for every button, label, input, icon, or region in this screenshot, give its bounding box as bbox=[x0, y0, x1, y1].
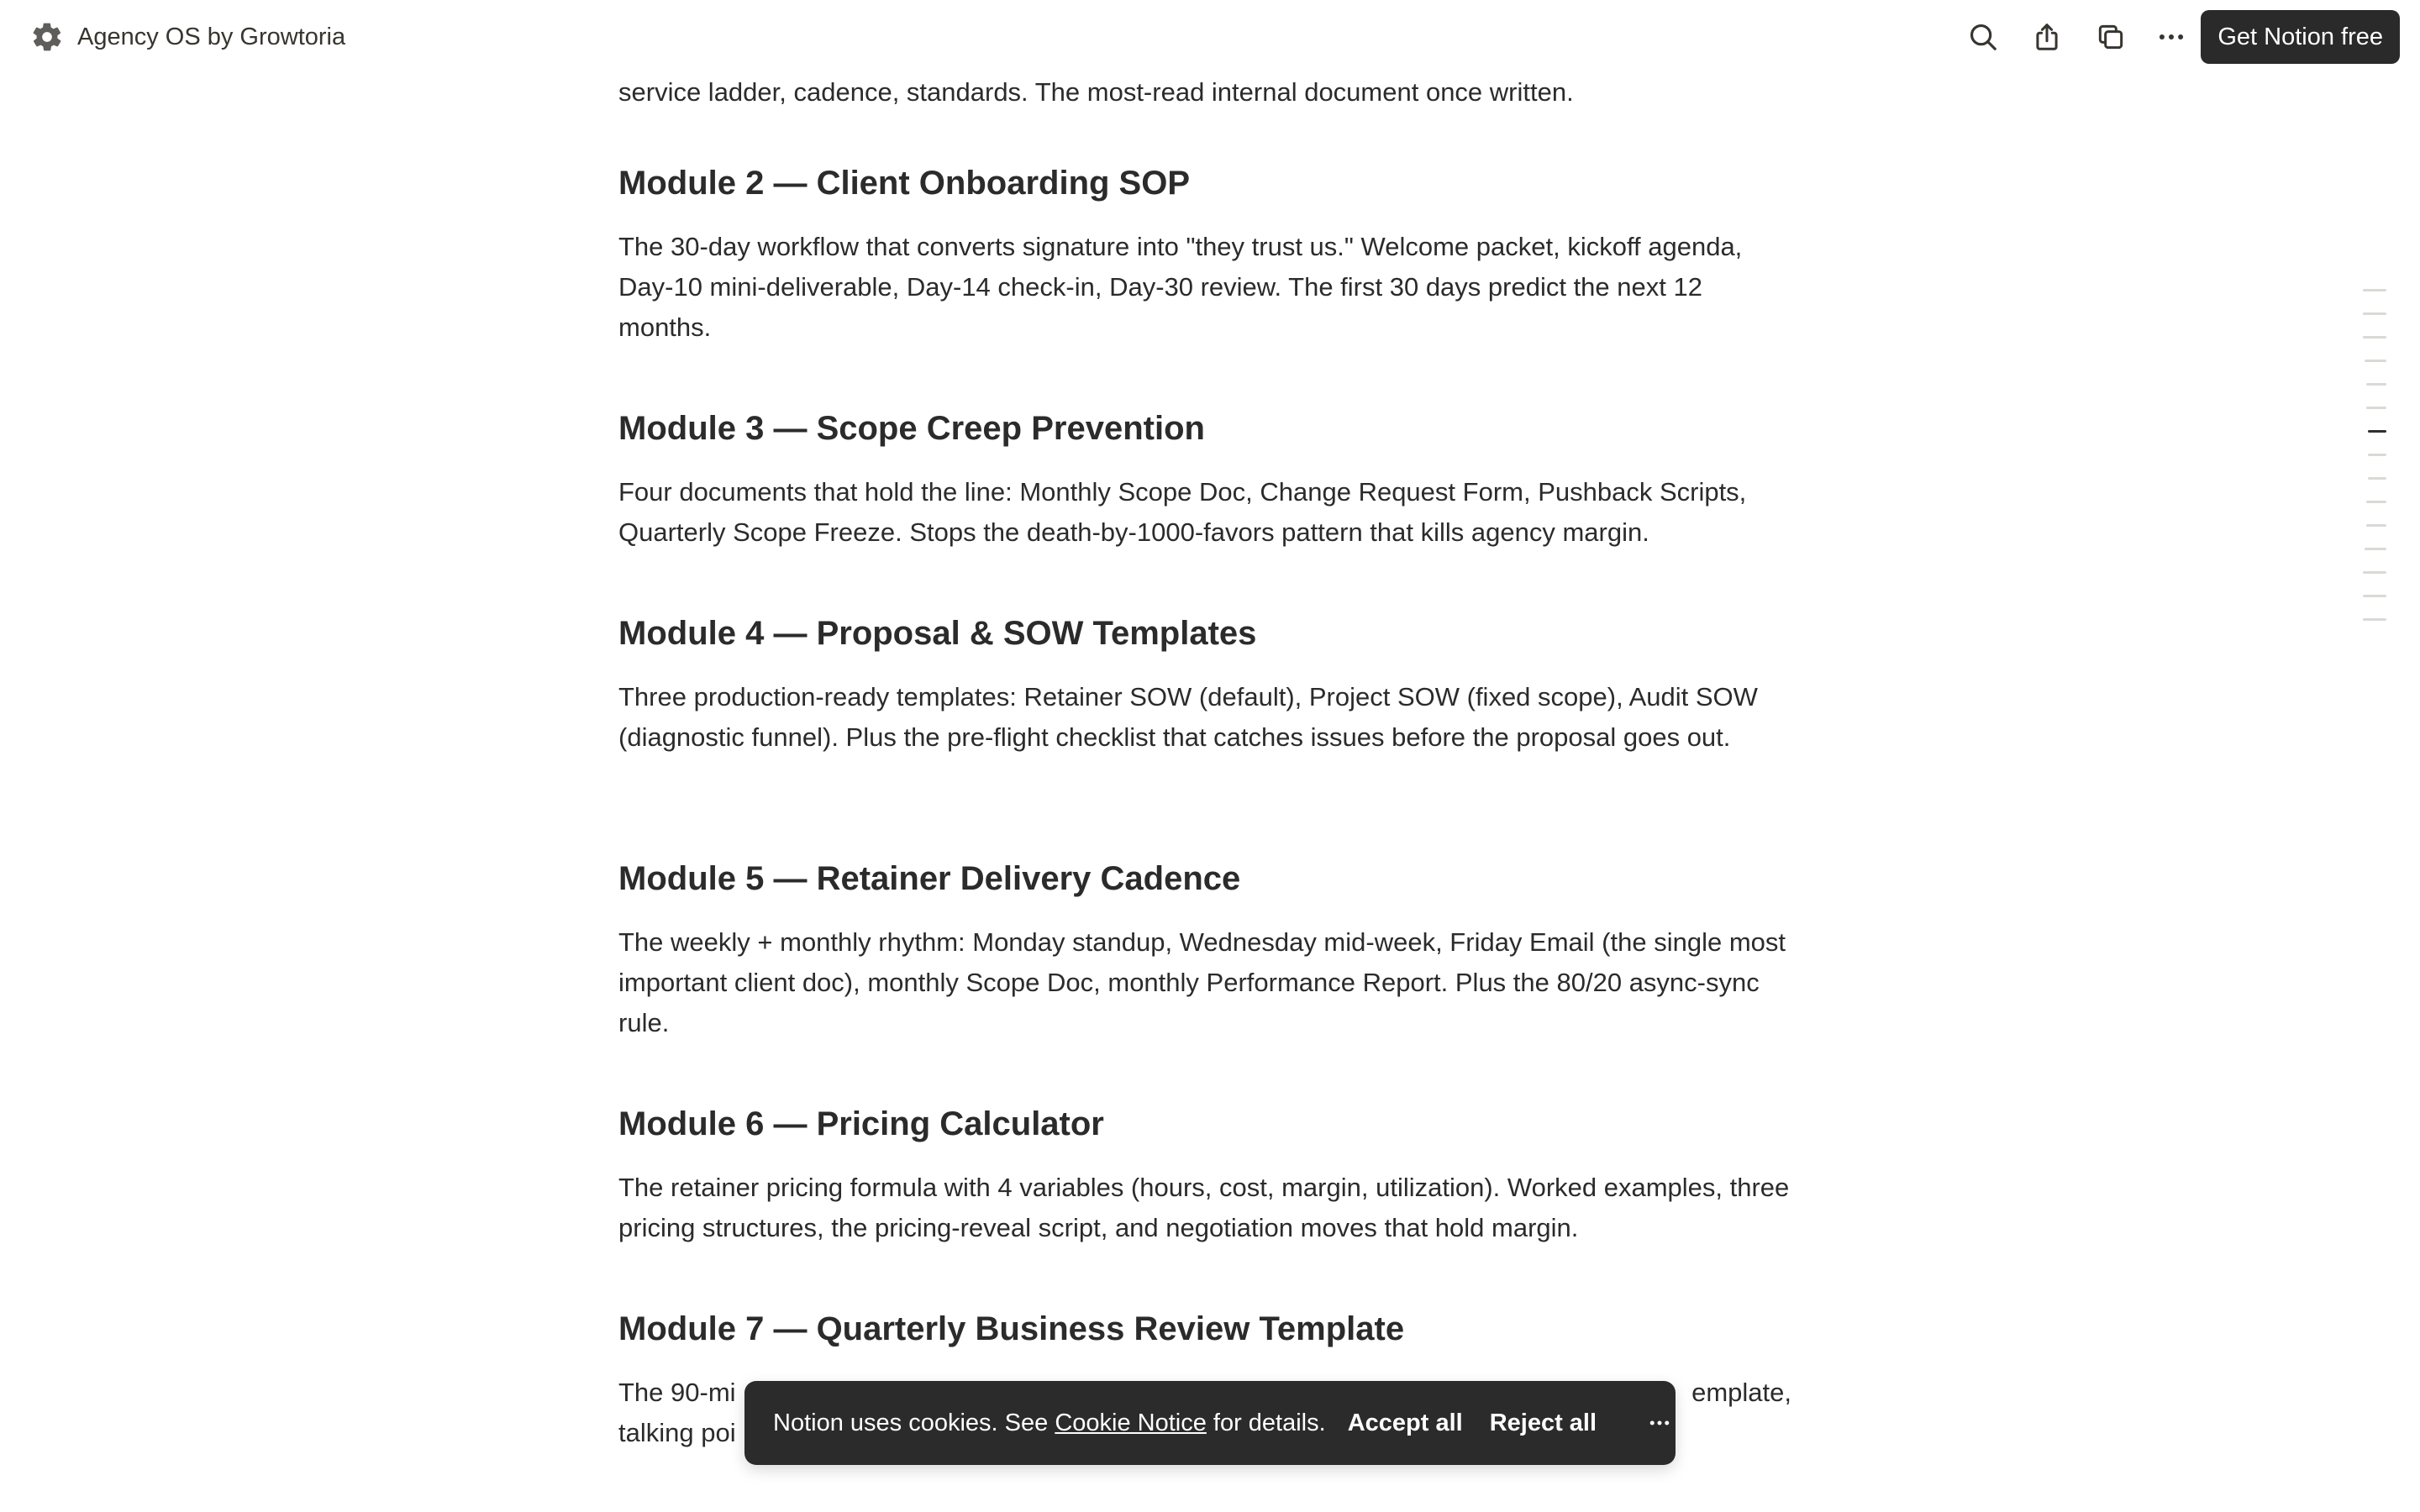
module-section bbox=[618, 160, 1795, 348]
toc-item[interactable] bbox=[2366, 501, 2386, 503]
intro-paragraph: service ladder, cadence, standards. The most-read internal document once written. bbox=[618, 77, 1574, 107]
toc-item[interactable] bbox=[2365, 360, 2386, 362]
module-heading: Module 4 — Proposal & SOW Templates bbox=[618, 615, 1257, 652]
toc-item[interactable] bbox=[2368, 477, 2386, 480]
more-icon bbox=[2155, 21, 2187, 53]
module-section bbox=[618, 1100, 1795, 1248]
workspace-title: Agency OS by Growtoria bbox=[77, 23, 346, 50]
module-description-end: emplate, bbox=[1691, 1378, 1791, 1407]
module-heading: Module 6 — Pricing Calculator bbox=[618, 1105, 1104, 1142]
cookie-notice-link[interactable]: Cookie Notice bbox=[1055, 1409, 1207, 1436]
toc-item[interactable] bbox=[2368, 454, 2386, 456]
module-description: Three production-ready templates: Retainer SOW (default), Project SOW (fixed scope), Audit SOW (diagnostic funnel). Plus the pre-flight checklist that catches issues before the proposal goes out. bbox=[618, 682, 1758, 752]
search-icon bbox=[1967, 21, 1999, 53]
module-heading: Module 3 — Scope Creep Prevention bbox=[618, 410, 1205, 447]
toc-item-active[interactable] bbox=[2368, 430, 2386, 433]
get-notion-free-button[interactable]: Get Notion free bbox=[2201, 10, 2400, 64]
toc-item[interactable] bbox=[2366, 407, 2386, 409]
duplicate-button[interactable] bbox=[2091, 17, 2131, 57]
share-icon bbox=[2031, 21, 2063, 53]
search-button[interactable] bbox=[1118, 17, 1158, 57]
toc-item[interactable] bbox=[2363, 336, 2386, 339]
module-description: The weekly + monthly rhythm: Monday standup, Wednesday mid-week, Friday Email (the single most important client doc), monthly Scope Doc, monthly Performance Report. Plus the 80/20 async-sync rule. bbox=[618, 927, 1786, 1037]
module-description-start: The 90-mi bbox=[618, 1378, 736, 1407]
toc-item[interactable] bbox=[2363, 289, 2386, 291]
duplicate-icon bbox=[2095, 21, 2127, 53]
module-heading: Module 5 — Retainer Delivery Cadence bbox=[618, 860, 1241, 897]
gear-icon bbox=[30, 20, 64, 54]
cookie-more-button[interactable] bbox=[1644, 1406, 1676, 1440]
search-button[interactable] bbox=[1963, 17, 2003, 57]
cookie-text-after: for details. bbox=[1206, 1409, 1326, 1436]
module-description: The 30-day workflow that converts signature into "they trust us." Welcome packet, kickoff agenda, Day-10 mini-deliverable, Day-14 check-in, Day-30 review. The first 30 days predict the next 12 months. bbox=[618, 232, 1743, 342]
table-of-contents-minimap[interactable] bbox=[2353, 289, 2386, 642]
module-heading: Module 2 — Client Onboarding SOP bbox=[618, 165, 1191, 202]
module-section bbox=[618, 405, 1795, 553]
accept-all-button[interactable]: Accept all bbox=[1347, 1409, 1463, 1436]
module-description: The retainer pricing formula with 4 variables (hours, cost, margin, utilization). Worked examples, three pricing structures, the pricing-reveal script, and negotiation moves that hold margin. bbox=[618, 1173, 1790, 1242]
share-button[interactable] bbox=[2027, 17, 2067, 57]
top-bar bbox=[0, 0, 2420, 74]
toc-item[interactable] bbox=[2366, 524, 2386, 527]
more-icon bbox=[1647, 1410, 1672, 1436]
toc-item[interactable] bbox=[2363, 618, 2386, 621]
cookie-message bbox=[773, 1410, 1326, 1437]
toc-item[interactable] bbox=[2365, 548, 2386, 550]
module-description-line2: talking poi bbox=[618, 1418, 736, 1447]
toc-item[interactable] bbox=[2366, 383, 2386, 386]
module-section bbox=[618, 610, 1795, 758]
workspace-breadcrumb[interactable] bbox=[30, 18, 345, 55]
toc-item[interactable] bbox=[2363, 312, 2386, 315]
module-description: Four documents that hold the line: Monthly Scope Doc, Change Request Form, Pushback Scripts, Quarterly Scope Freeze. Stops the death-by-1000-favors pattern that kills agency margin. bbox=[618, 477, 1747, 547]
module-heading: Module 7 — Quarterly Business Review Template bbox=[618, 1310, 1405, 1347]
module-section bbox=[618, 855, 1795, 1043]
reject-all-button[interactable]: Reject all bbox=[1489, 1409, 1597, 1436]
cookie-banner bbox=[744, 1381, 1676, 1465]
cookie-text-before: Notion uses cookies. See bbox=[773, 1409, 1055, 1436]
more-options-button[interactable] bbox=[2151, 17, 2191, 57]
toc-item[interactable] bbox=[2363, 595, 2386, 597]
toc-item[interactable] bbox=[2363, 571, 2386, 574]
